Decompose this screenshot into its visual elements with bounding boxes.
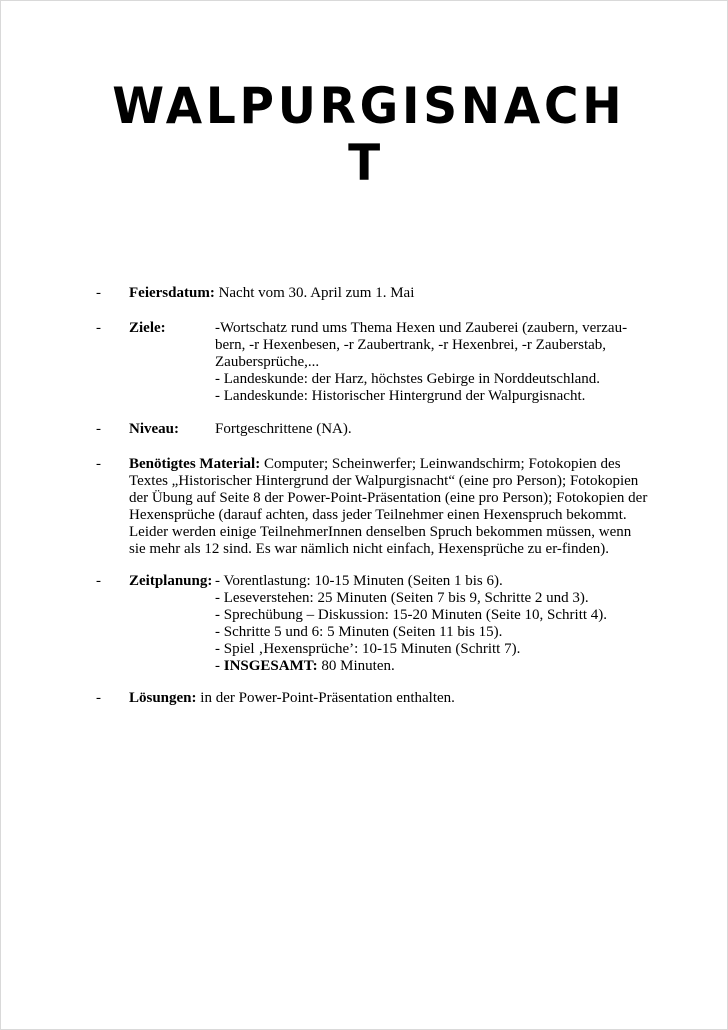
zeitplanung-line: - Sprechübung – Diskussion: 15-20 Minuten (Seite 10, Schritt 4). — [215, 607, 608, 623]
bullet-dash: - — [96, 285, 101, 301]
bullet-dash: - — [96, 456, 101, 472]
zeitplanung-label: Zeitplanung: — [129, 573, 213, 589]
niveau-value — [215, 421, 645, 438]
zeitplanung-line: - Vorentlastung: 10-15 Minuten (Seiten 1 bis 6). — [215, 573, 503, 589]
total-label: INSGESAMT: — [223, 658, 318, 674]
ziele-value — [215, 320, 645, 405]
material-first-line-text: Computer; Scheinwerfer; Leinwandschirm; Fotokopien des — [263, 456, 621, 472]
ziele-line: -Wortschatz rund ums Thema Hexen und Zauberei (zaubern, verzau- — [215, 320, 628, 336]
bullet-dash: - — [96, 320, 101, 336]
material-line: Leider werden einige TeilnehmerInnen denselben Spruch bekommen müssen, wenn — [129, 524, 632, 540]
niveau-label: Niveau: — [129, 421, 179, 437]
zeitplanung-total — [215, 658, 645, 675]
niveau-text: Fortgeschrittene (NA). — [215, 421, 352, 437]
zeitplanung-value — [215, 573, 645, 675]
total-value: 80 Minuten. — [317, 658, 395, 674]
page-title — [112, 77, 626, 192]
bullet-dash: - — [96, 421, 101, 437]
material-content — [129, 456, 648, 558]
zeitplanung-line: - Spiel ‚Hexensprüche’: 10-15 Minuten (Schritt 7). — [215, 641, 521, 657]
bullet-dash: - — [96, 690, 101, 706]
ziele-line: bern, -r Hexenbesen, -r Zaubertrank, -r Hexenbrei, -r Zauberstab, — [215, 337, 607, 353]
bullet-dash: - — [96, 573, 101, 589]
ziele-line: - Landeskunde: Historischer Hintergrund der Walpurgisnacht. — [215, 388, 586, 404]
title-line-2: T — [348, 134, 384, 192]
ziele-label: Ziele: — [129, 320, 166, 336]
material-line: Textes „Historischer Hintergrund der Walpurgisnacht“ (eine pro Person); Fotokopien — [129, 473, 639, 489]
material-line: sie mehr als 12 sind. Es war nämlich nicht einfach, Hexensprüche zu er-finden). — [129, 541, 609, 557]
feiersdatum-value: Nacht vom 30. April zum 1. Mai — [218, 285, 415, 301]
ziele-line: - Landeskunde: der Harz, höchstes Gebirge in Norddeutschland. — [215, 371, 601, 387]
zeitplanung-line: - Leseverstehen: 25 Minuten (Seiten 7 bis 9, Schritte 2 und 3). — [215, 590, 589, 606]
loesungen-value: in der Power-Point-Präsentation enthalten. — [196, 690, 455, 706]
loesungen-label: Lösungen: — [129, 690, 197, 706]
material-first-line — [129, 456, 643, 473]
loesungen-content — [129, 690, 643, 707]
ziele-line: Zaubersprüche,... — [215, 354, 320, 370]
feiersdatum-content — [129, 285, 643, 302]
material-label: Benötigtes Material: — [129, 456, 261, 472]
zeitplanung-line: - Schritte 5 und 6: 5 Minuten (Seiten 11 bis 15). — [215, 624, 503, 640]
feiersdatum-label: Feiersdatum: — [129, 285, 215, 301]
material-line: der Übung auf Seite 8 der Power-Point-Präsentation (eine pro Person); Fotokopien der — [129, 490, 648, 506]
total-prefix: - — [215, 658, 224, 674]
material-line: Hexensprüche (darauf achten, dass jeder Teilnehmer einen Hexenspruch bekommt. — [129, 507, 627, 523]
title-line-1: WALPURGISNACH — [112, 77, 626, 135]
